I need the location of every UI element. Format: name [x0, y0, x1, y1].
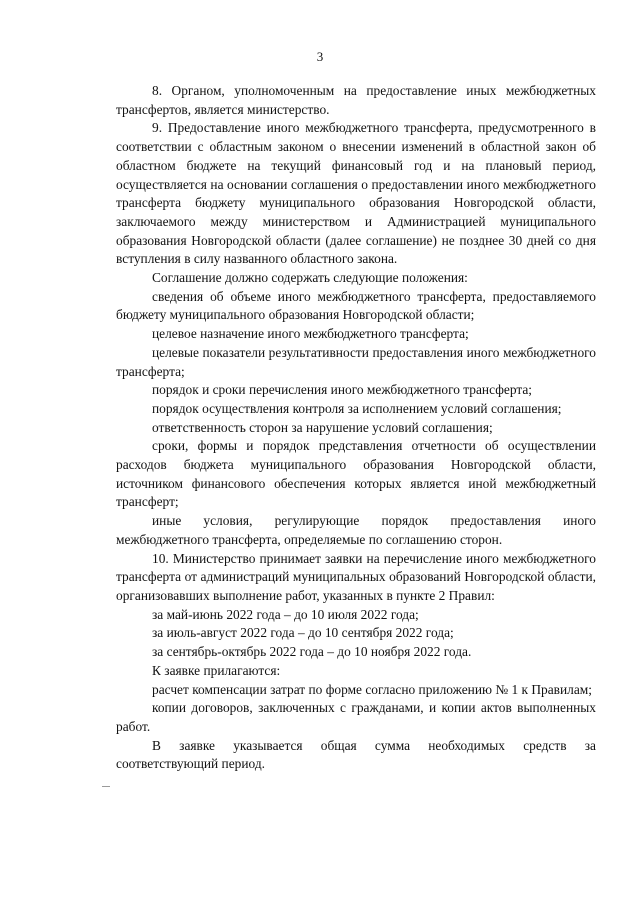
deadline-july-august: за июль-август 2022 года – до 10 сентября 2022 года;	[152, 625, 454, 641]
document-body	[116, 82, 596, 774]
agreement-intro: Соглашение должно содержать следующие положения:	[152, 270, 468, 286]
attachment-contracts: копии договоров, заключенных с гражданами, и копии актов выполненных работ.	[116, 700, 596, 734]
paragraph-9: 9. Предоставление иного межбюджетного трансферта, предусмотренного в соответствии с областным законом о внесении изменений в областной закон об областном бюджете на текущий финансовый год и на плановый период, осуществляется на основании соглашения о предоставлении иного межбюджетного трансферта бюджету муниципального образования Новгородской области, заключаемого между министерством и Администрацией муниципального образования Новгородской области (далее соглашение) не позднее 30 дней со дня вступления в силу названного областного закона.	[116, 120, 596, 267]
attachment-cost-calculation: расчет компенсации затрат по форме согласно приложению № 1 к Правилам;	[152, 681, 592, 697]
agreement-item-indicators: целевые показатели результативности предоставления иного межбюджетного трансферта;	[116, 344, 596, 379]
attachments-intro: К заявке прилагаются:	[152, 662, 281, 678]
paragraph-10: 10. Министерство принимает заявки на перечисление иного межбюджетного трансферта от администраций муниципальных образований Новгородской области, организовавших выполнение работ, указанных в пункте 2 Правил:	[116, 550, 596, 603]
agreement-item-volume: сведения об объеме иного межбюджетного трансферта, предоставляемого бюджету муниципального образования Новгородской области;	[116, 288, 596, 323]
agreement-item-control: порядок осуществления контроля за исполнением условий соглашения;	[152, 400, 562, 416]
page-number: 3	[316, 49, 324, 64]
agreement-item-transfer-terms: порядок и сроки перечисления иного межбюджетного трансферта;	[152, 382, 533, 398]
agreement-item-reporting: сроки, формы и порядок представления отчетности об осуществлении расходов бюджета муниципального образования Новгородской области, источником финансового обеспечения которых является иной межбюджетный трансферт;	[116, 438, 596, 510]
deadline-may-june: за май-июнь 2022 года – до 10 июля 2022 года;	[152, 606, 419, 622]
agreement-item-other: иные условия, регулирующие порядок предоставления иного межбюджетного трансферта, определяемые по соглашению сторон.	[116, 513, 596, 547]
agreement-item-purpose: целевое назначение иного межбюджетного трансферта;	[152, 326, 469, 342]
application-total-amount: В заявке указывается общая сумма необходимых средств за соответствующий период.	[116, 737, 596, 772]
deadline-september-october: за сентябрь-октябрь 2022 года – до 10 ноября 2022 года.	[152, 644, 472, 660]
margin-mark	[102, 786, 110, 787]
agreement-item-liability: ответственность сторон за нарушение условий соглашения;	[152, 419, 493, 435]
paragraph-8: 8. Органом, уполномоченным на предоставление иных межбюджетных трансфертов, является министерство.	[116, 83, 596, 117]
